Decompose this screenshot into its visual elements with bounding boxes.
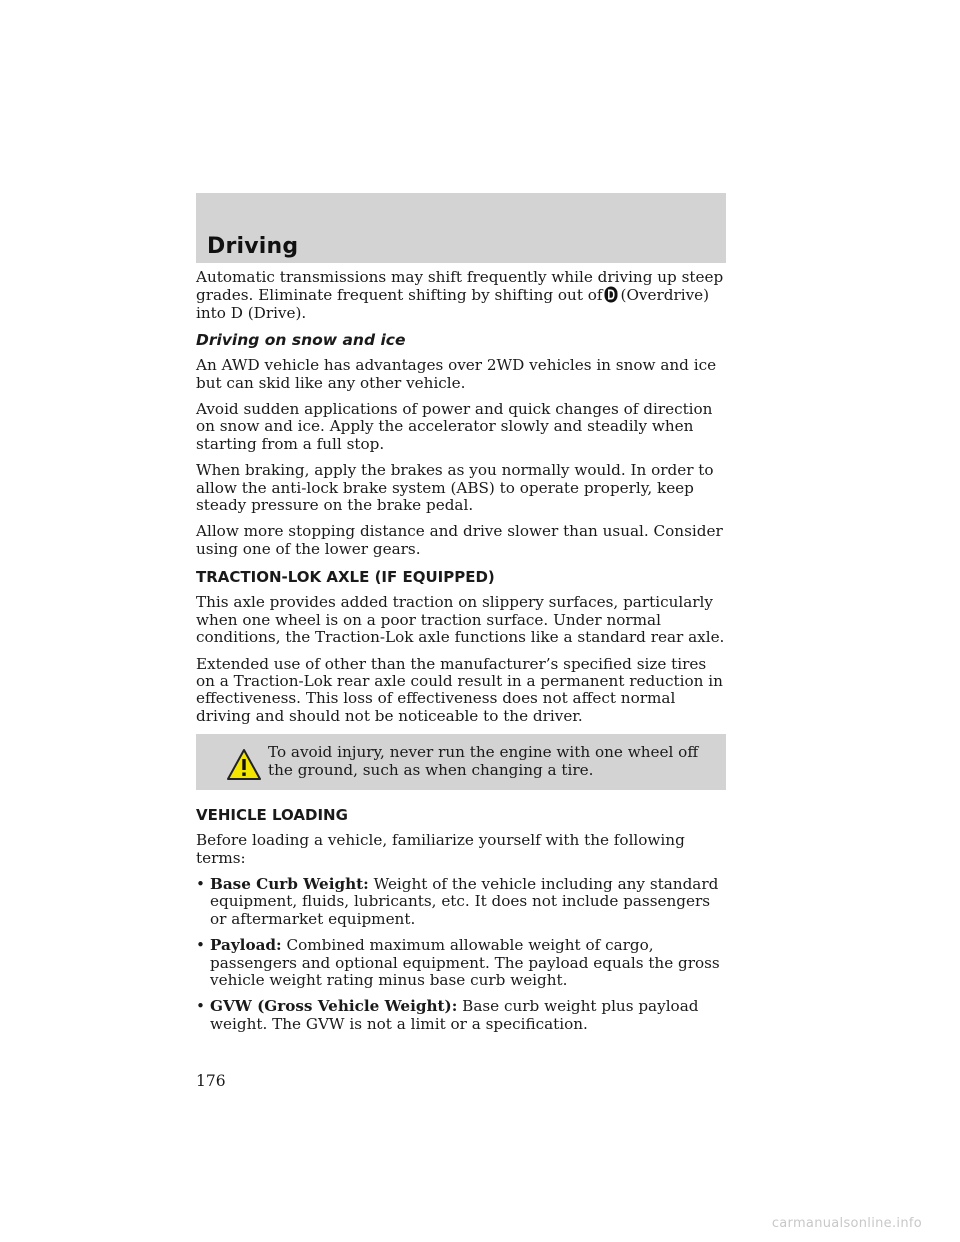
snow-paragraph: When braking, apply the brakes as you normally would. In order to allow the anti-lock brake system (ABS) to operate properly, keep steady pressure on the brake pedal. bbox=[196, 461, 714, 515]
term-definition: Combined maximum allowable weight of cargo, passengers and optional equipment. The payload equals the gross vehicle weight rating minus base curb weight. bbox=[210, 936, 720, 989]
term-label: Base Curb Weight: bbox=[210, 874, 369, 893]
watermark[interactable]: carmanualsonline.info bbox=[771, 1216, 922, 1231]
bullet-dot: • bbox=[196, 997, 205, 1016]
warning-text: To avoid injury, never run the engine with one wheel off the ground, such as when changing a tire. bbox=[268, 743, 699, 779]
page-section-title: Driving bbox=[207, 234, 299, 259]
page-number: 176 bbox=[196, 1072, 226, 1090]
list-item bbox=[196, 998, 726, 1033]
snow-paragraph: Allow more stopping distance and drive slower than usual. Consider using one of the lower gears. bbox=[196, 522, 723, 558]
overdrive-icon bbox=[604, 286, 618, 303]
list-item bbox=[196, 876, 726, 928]
bullet-dot: • bbox=[196, 874, 205, 893]
vehicle-loading-heading: VEHICLE LOADING bbox=[196, 806, 348, 825]
page-content bbox=[196, 269, 726, 1042]
traction-paragraph: This axle provides added traction on slippery surfaces, particularly when one wheel is on a poor traction surface. Under normal conditions, the Traction-Lok axle functions like a standard rear axle. bbox=[196, 593, 725, 647]
term-definition: Base curb weight plus payload weight. The GVW is not a limit or a specification. bbox=[210, 997, 699, 1033]
intro-text-before: Automatic transmissions may shift frequently while driving up steep grades. Eliminate frequent shifting by shifting out of bbox=[196, 268, 724, 305]
loading-intro: Before loading a vehicle, familiarize yourself with the following terms: bbox=[196, 831, 685, 867]
snow-ice-heading: Driving on snow and ice bbox=[196, 331, 406, 350]
snow-paragraph: Avoid sudden applications of power and quick changes of direction on snow and ice. Apply the accelerator slowly and steadily when starting from a full stop. bbox=[196, 400, 713, 453]
term-label: GVW (Gross Vehicle Weight): bbox=[210, 997, 458, 1016]
list-item bbox=[196, 937, 726, 989]
traction-paragraph: Extended use of other than the manufacturer’s specified size tires on a Traction-Lok rear axle could result in a permanent reduction in effectiveness. This loss of effectiveness does not affect normal driving and should not be noticeable to the driver. bbox=[196, 654, 723, 725]
snow-paragraph: An AWD vehicle has advantages over 2WD vehicles in snow and ice but can skid like any other vehicle. bbox=[196, 356, 717, 392]
warning-box bbox=[196, 734, 726, 790]
bullet-dot: • bbox=[196, 936, 205, 955]
term-label: Payload: bbox=[210, 936, 282, 955]
intro-paragraph bbox=[196, 269, 726, 322]
intro-text-after: (Overdrive) into D (Drive). bbox=[196, 286, 710, 322]
term-definition: Weight of the vehicle including any standard equipment, fluids, lubricants, etc. It does not include passengers or aftermarket equipment. bbox=[210, 874, 719, 928]
traction-lok-heading: TRACTION-LOK AXLE (IF EQUIPPED) bbox=[196, 568, 495, 587]
warning-triangle-icon bbox=[226, 748, 262, 782]
